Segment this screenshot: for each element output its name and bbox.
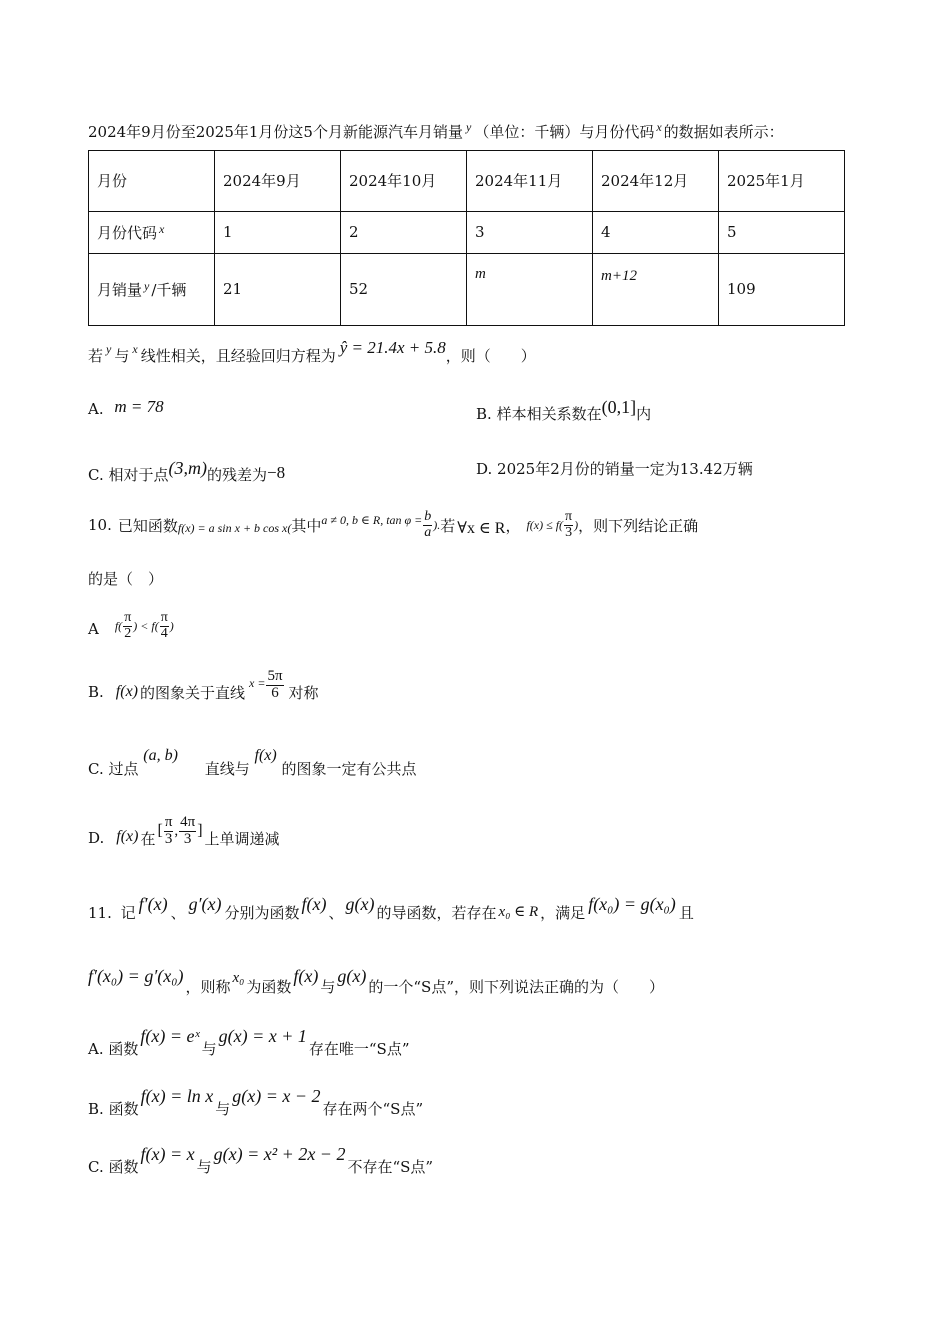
math: [: [157, 822, 163, 839]
option-text: 不存在“S点”: [347, 1158, 434, 1176]
math: g(x) = x² + 2x − 2: [213, 1144, 346, 1164]
option-text: 函数: [108, 1100, 139, 1118]
math: m = 78: [114, 397, 164, 416]
q10-text: ，: [505, 516, 521, 535]
q11-text: 、: [170, 904, 186, 922]
option-text: 相对于点: [108, 466, 169, 484]
option-text: 上单调递减: [204, 829, 280, 848]
math: x₀: [232, 970, 245, 986]
numerator: π: [164, 813, 173, 830]
var-y: y: [144, 279, 150, 294]
q9-stem-text: 线性相关，且经验回归方程为: [140, 347, 336, 365]
table-cell: 52: [341, 254, 467, 326]
option-label: B.: [88, 683, 104, 701]
q10-stem-line2: 的是（ ）: [88, 570, 164, 588]
q10-option-c: [88, 744, 417, 778]
math: ): [169, 618, 174, 633]
q11-option-a: [88, 1026, 410, 1058]
numerator: π: [124, 609, 132, 625]
option-label: D.: [476, 460, 493, 478]
fraction: [123, 611, 132, 641]
numerator: π: [565, 508, 573, 524]
q11-stem: [88, 894, 694, 922]
math: g(x): [337, 966, 367, 986]
option-text: 的残差为: [207, 466, 268, 484]
table-header: 2024年12月: [593, 151, 719, 212]
table-header: 月份: [89, 151, 215, 212]
fraction: [179, 815, 196, 848]
table-header: 2025年1月: [719, 151, 845, 212]
denominator: 2: [124, 625, 132, 641]
option-label: A.: [88, 400, 104, 418]
math: ,: [174, 822, 179, 839]
q10-text: 若: [440, 516, 456, 535]
table-cell: 21: [215, 254, 341, 326]
math: ) < f(: [133, 618, 159, 633]
q9-stem-text: ，则（ ）: [445, 347, 536, 365]
math: f(x): [254, 747, 277, 764]
option-label: C.: [88, 466, 104, 484]
option-label: D.: [88, 829, 105, 847]
option-text: 与: [215, 1100, 231, 1118]
table-row: [89, 212, 845, 254]
math: f(x) = a sin x + b cos x(: [177, 520, 292, 535]
table-header: 2024年9月: [215, 151, 341, 212]
row-label-sales: [89, 254, 215, 326]
option-label: B.: [476, 405, 492, 423]
math: f′(x₀) = g′(x₀): [88, 966, 184, 986]
option-text: 在: [140, 829, 156, 848]
math: f′(x): [138, 894, 168, 914]
table-header: 2024年11月: [467, 151, 593, 212]
fraction: [160, 611, 169, 641]
math: g′(x): [188, 894, 222, 914]
q11-text: 且: [678, 904, 694, 922]
option-label: A: [88, 620, 99, 638]
math: f(: [114, 618, 123, 633]
var-y: y: [465, 120, 472, 134]
q10-option-d: [88, 808, 280, 854]
var-x: x: [159, 222, 165, 237]
q9-option-c: [88, 458, 285, 485]
math: f(x₀) = g(x₀): [588, 894, 676, 914]
fraction: [423, 510, 432, 540]
math: g(x): [345, 894, 375, 914]
option-text: 2025年2月份的销量一定为13.42万辆: [497, 460, 753, 478]
denominator: a: [424, 524, 432, 540]
cell-text: 月销量: [97, 281, 143, 300]
table-cell: 4: [593, 212, 719, 254]
math: f(x): [116, 828, 139, 845]
option-text: 存在唯一“S点”: [308, 1040, 410, 1058]
math: a ≠ 0, b ∈ R, tan φ =: [321, 512, 423, 527]
option-text: 函数: [108, 1040, 139, 1058]
option-text: 样本相关系数在: [496, 405, 602, 423]
table-cell: 5: [719, 212, 845, 254]
q10-stem: [88, 504, 698, 546]
math: f(x) ≤ f(: [526, 517, 564, 532]
math: f(x): [115, 683, 138, 700]
table-cell: 3: [467, 212, 593, 254]
math: (3,m): [168, 458, 208, 478]
q11-text: 分别为函数: [224, 904, 300, 922]
math: f(x) = x: [140, 1144, 195, 1164]
q9-intro: [88, 120, 784, 142]
table-cell: 2: [341, 212, 467, 254]
q9-stem: [88, 338, 536, 366]
math: ∀x ∈ R: [457, 520, 506, 537]
math: x =: [249, 675, 266, 690]
q10-text: ，则下列结论正确: [578, 516, 699, 535]
q11-text: 与: [320, 978, 336, 996]
q9-intro-text: 2024年9月份至2025年1月份这5个月新能源汽车月销量: [88, 123, 463, 141]
q9-stem-text: 若: [88, 347, 104, 365]
denominator: 3: [183, 830, 192, 847]
math: (0,1]: [601, 397, 637, 417]
numerator: 5π: [267, 667, 283, 684]
q10-option-b: [88, 662, 319, 708]
cell-text: /千辆: [151, 281, 187, 300]
option-label: C.: [88, 760, 104, 778]
table-cell: 109: [719, 254, 845, 326]
table-cell: 1: [215, 212, 341, 254]
var-x: x: [656, 120, 662, 134]
numerator: b: [424, 508, 432, 524]
numerator: π: [160, 609, 168, 625]
q9-stem-text: 与: [114, 347, 130, 365]
table-cell: m+12: [593, 254, 719, 326]
denominator: 3: [565, 524, 573, 540]
regression-equation: ŷ = 21.4x + 5.8: [339, 338, 446, 357]
option-label: B.: [88, 1100, 104, 1118]
denominator: 4: [160, 625, 168, 641]
q9-intro-end: 的数据如表所示：: [663, 123, 784, 141]
q9-intro-mid: （单位：千辆）与月份代码: [474, 123, 655, 141]
math: ): [574, 517, 579, 532]
table-header: 2024年10月: [341, 151, 467, 212]
denominator: 3: [164, 830, 173, 847]
numerator: 4π: [180, 813, 196, 830]
option-text: 过点: [108, 760, 139, 778]
q9-option-b: [476, 397, 651, 424]
table-row: [89, 254, 845, 326]
q10-option-a: [88, 606, 174, 646]
fraction: [564, 510, 573, 540]
math: x₀ ∈ R: [498, 904, 539, 920]
q11-text: ，则称: [185, 978, 231, 996]
q9-option-a: [88, 397, 164, 418]
table-row: [89, 151, 845, 212]
sales-table: [88, 150, 845, 326]
option-label: A.: [88, 1040, 104, 1058]
q11-option-c: [88, 1144, 434, 1176]
option-text: 函数: [108, 1158, 139, 1176]
row-label-code: [89, 212, 215, 254]
option-text: 的图象关于直线: [140, 683, 246, 702]
q11-option-b: [88, 1086, 424, 1118]
option-text: 与: [201, 1040, 217, 1058]
math: f(x) = ln x: [140, 1086, 214, 1106]
option-label: C.: [88, 1158, 104, 1176]
var-y: y: [106, 342, 112, 356]
math: g(x) = x − 2: [232, 1086, 321, 1106]
question-number: 11.: [88, 904, 112, 922]
q9-option-d: [476, 458, 753, 479]
q11-text: 记: [120, 904, 136, 922]
fraction: [266, 669, 283, 702]
option-text: 的图象一定有公共点: [281, 760, 417, 778]
q10-text: 已知函数: [117, 516, 178, 535]
math: g(x) = x + 1: [218, 1026, 307, 1046]
option-text: 直线与: [204, 760, 250, 778]
q11-text: 的导函数，若存在: [376, 904, 497, 922]
q11-text: 、: [328, 904, 344, 922]
q11-text: 的一个“S点”，则下列说法正确的为（ ）: [368, 978, 665, 996]
math: ]: [197, 822, 203, 839]
math: ).: [433, 517, 441, 532]
q11-text: ，满足: [540, 904, 586, 922]
table-cell: m: [467, 254, 593, 326]
option-text: 内: [636, 405, 652, 423]
fraction: [164, 815, 174, 848]
question-number: 10.: [88, 516, 112, 534]
q11-text: 为函数: [246, 978, 292, 996]
math: f(x): [301, 894, 327, 914]
option-text: 存在两个“S点”: [322, 1100, 424, 1118]
q11-stem-line2: [88, 966, 665, 996]
cell-text: 月份代码: [97, 224, 158, 243]
var-x: x: [132, 342, 138, 356]
math: f(x): [293, 966, 319, 986]
math: f(x) = eˣ: [140, 1026, 200, 1046]
q10-text: 其中: [291, 516, 322, 535]
math: (a, b): [143, 747, 178, 764]
math: −8: [267, 463, 286, 482]
option-text: 对称: [288, 683, 319, 702]
denominator: 6: [271, 684, 279, 701]
option-text: 与: [196, 1158, 212, 1176]
